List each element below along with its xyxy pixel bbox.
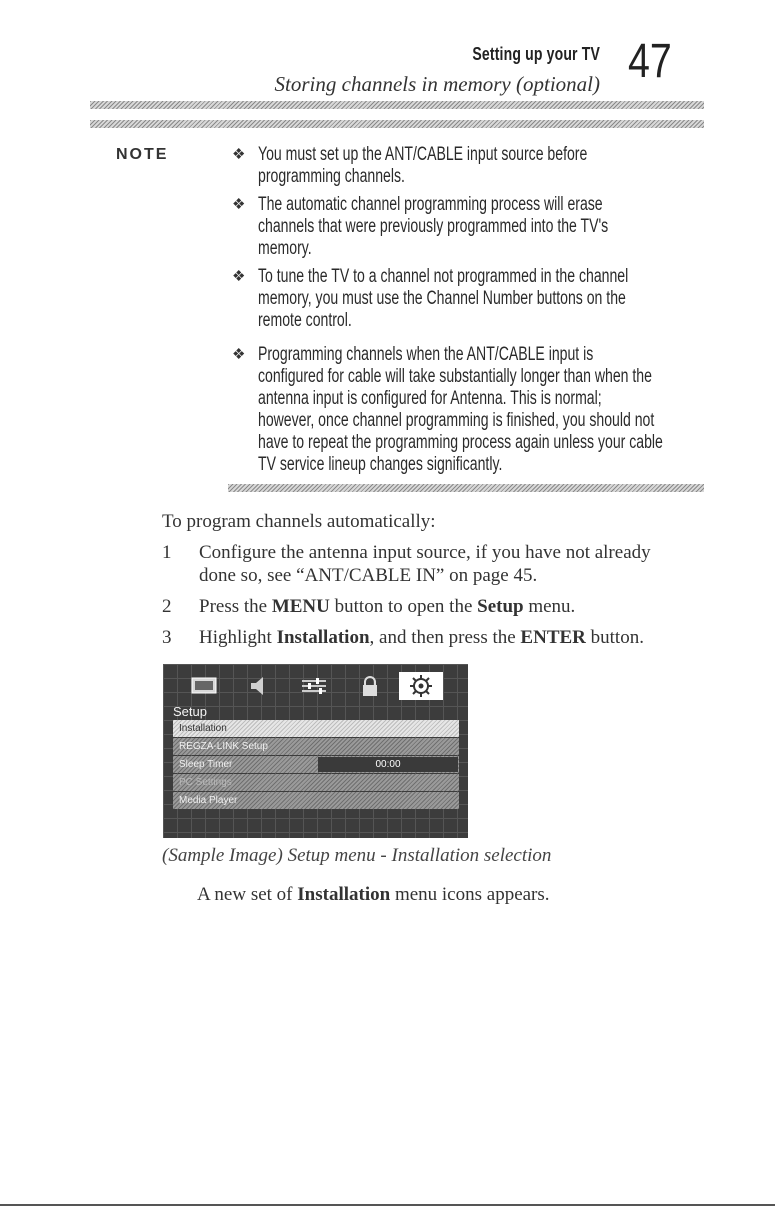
tv-menu-list: [173, 720, 459, 810]
tv-menu-item-sleep-timer: Sleep Timer 00:00: [173, 756, 459, 773]
closing-text: A new set of Installation menu icons appears.: [197, 884, 550, 905]
bullet-icon: ❖: [232, 197, 246, 213]
installation-ref: Installation: [297, 884, 391, 905]
tv-screen-image: [163, 664, 468, 838]
hatch-divider: [228, 484, 704, 492]
enter-button-ref: ENTER: [520, 627, 586, 648]
step-number: 3: [162, 627, 172, 648]
footer-rule: [0, 1204, 775, 1206]
header-title: Setting up your TV: [472, 44, 600, 64]
step-text: Highlight Installation, and then press the ENTER button.: [199, 627, 644, 648]
intro-text: To program channels automatically:: [162, 511, 436, 532]
figure-caption: (Sample Image) Setup menu - Installation selection: [162, 845, 552, 866]
note-text: The automatic channel programming process will erase channels that were previously programmed into the TV's memory.: [258, 194, 609, 259]
hatch-divider: [90, 120, 704, 128]
screen-icon: [189, 674, 219, 698]
sliders-icon: [299, 674, 329, 698]
bullet-icon: ❖: [232, 269, 246, 285]
tv-menu-item-installation: Installation: [173, 720, 459, 737]
setup-menu-ref: Setup: [477, 596, 524, 617]
note-text: Programming channels when the ANT/CABLE input is configured for cable will take substantially longer than when the antenna input is configured for Antenna. This is normal; however, once channel programming is finished, you should not have to repeat the programming process again unless your cable TV service lineup changes significantly.: [258, 344, 663, 475]
tv-menu-item-pc-settings: PC Settings: [173, 774, 459, 791]
step-number: 1: [162, 542, 172, 563]
lock-icon: [355, 674, 385, 698]
menu-button-ref: MENU: [271, 596, 330, 617]
step-number: 2: [162, 596, 172, 617]
note-text: To tune the TV to a channel not programmed in the channel memory, you must use the Channel Number buttons on the remote control.: [258, 266, 629, 331]
note-label: NOTE: [116, 146, 169, 163]
gear-icon: [399, 672, 443, 700]
header-subtitle: Storing channels in memory (optional): [274, 72, 600, 96]
bullet-icon: ❖: [232, 347, 246, 363]
page-number: 47: [628, 35, 672, 88]
speaker-icon: [245, 674, 275, 698]
sleep-timer-value: 00:00: [318, 757, 458, 772]
tv-menu-title: Setup: [173, 704, 207, 719]
hatch-divider: [90, 101, 704, 109]
step-text: Press the MENU button to open the Setup menu.: [199, 596, 576, 617]
bullet-icon: ❖: [232, 147, 246, 163]
step-text: done so, see “ANT/CABLE IN” on page 45.: [199, 565, 538, 586]
step-text: Configure the antenna input source, if you have not already: [199, 542, 651, 563]
tv-icon-bar: [183, 672, 463, 702]
tv-menu-item-regza-link: REGZA-LINK Setup: [173, 738, 459, 755]
installation-ref: Installation: [276, 627, 370, 648]
note-text: You must set up the ANT/CABLE input source before programming channels.: [258, 144, 588, 187]
tv-menu-item-media-player: Media Player: [173, 792, 459, 809]
